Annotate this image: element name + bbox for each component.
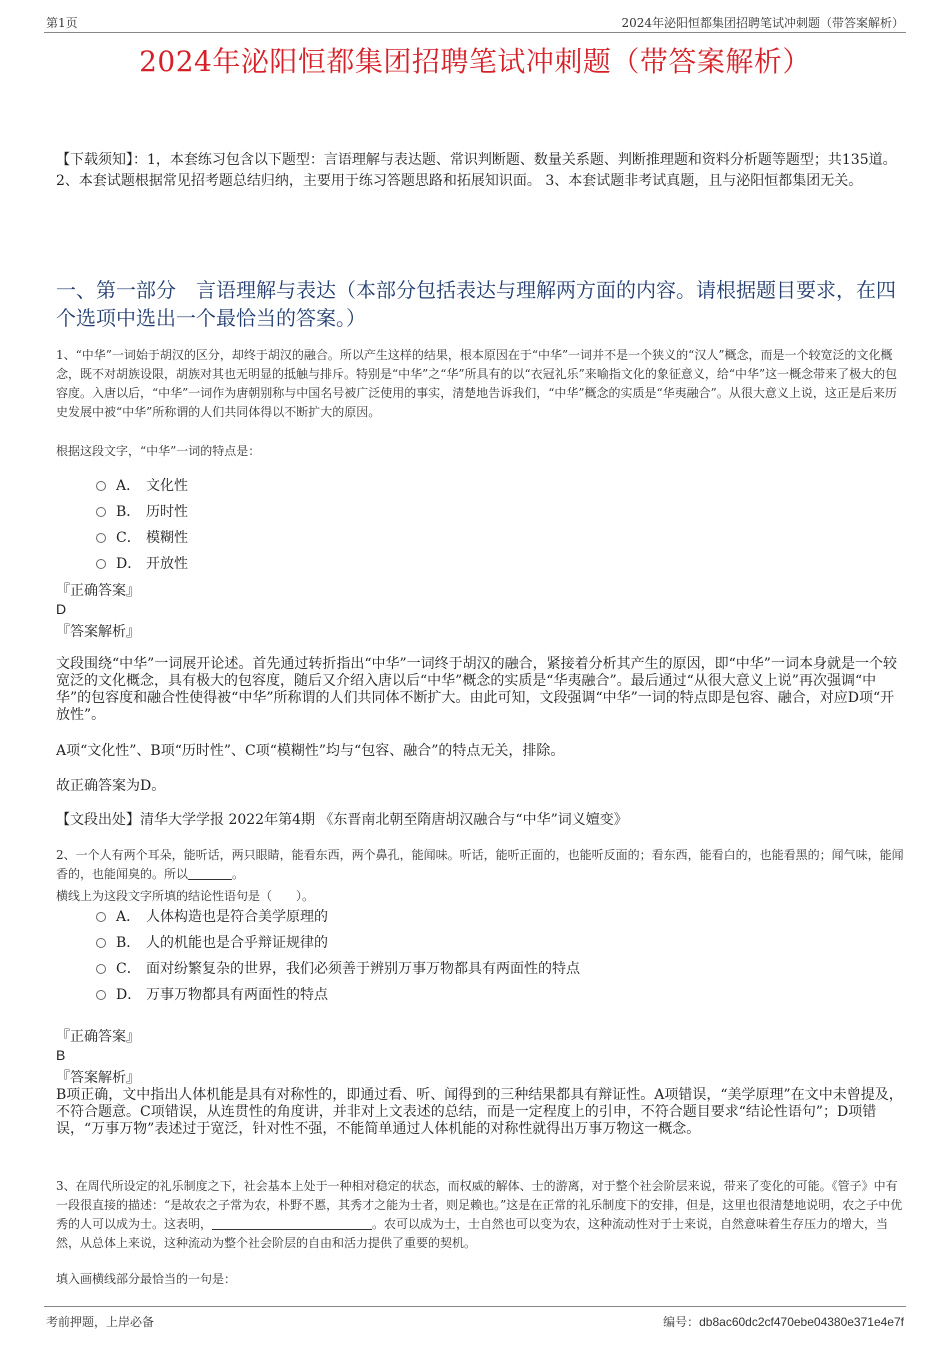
option-letter: B． <box>116 504 141 520</box>
question-1-stem: 根据这段文字，“中华”一词的特点是： <box>56 444 261 458</box>
radio-icon[interactable] <box>96 990 106 1000</box>
question-3-text <box>56 1177 904 1253</box>
page-title: 2024年泌阳恒都集团招聘笔试冲刺题（带答案解析） <box>139 45 811 78</box>
q1-answer-value: D <box>56 601 67 617</box>
radio-icon[interactable] <box>96 938 106 948</box>
question-3-stem: 填入画横线部分最恰当的一句是： <box>56 1272 237 1286</box>
q1-option-c[interactable] <box>96 528 188 548</box>
fill-blank <box>188 866 232 880</box>
q1-analysis-label: 『答案解析』 <box>56 624 140 640</box>
header-doc-title: 2024年泌阳恒都集团招聘笔试冲刺题（带答案解析） <box>621 16 904 30</box>
radio-icon[interactable] <box>96 964 106 974</box>
option-letter: D． <box>116 556 142 572</box>
q1-analysis-para-3: 故正确答案为D。 <box>56 778 166 794</box>
footer-slogan: 考前押题，上岸必备 <box>46 1315 155 1329</box>
option-text: 万事万物都具有两面性的特点 <box>146 987 328 1003</box>
footer-code-value: db8ac60dc2cf470ebe04380e371e4e7f <box>699 1315 904 1329</box>
q1-analysis-para-2: A项“文化性”、B项“历时性”、C项“模糊性”均与“包容、融合”的特点无关，排除。 <box>56 743 565 759</box>
q1-option-b[interactable] <box>96 502 188 522</box>
footer-code-label: 编号： <box>663 1315 700 1329</box>
footer-rule <box>44 1306 906 1307</box>
q1-option-d[interactable] <box>96 554 188 574</box>
option-letter: C． <box>116 961 141 977</box>
q2-text-before: 2、一个人有两个耳朵，能听话，两只眼睛，能看东西，两个鼻孔，能闻味。听话，能听正面的，也能听反面的；看东西，能看白的，也能看黑的；闻气味，能闻香的，也能闻臭的。所以 <box>56 848 904 881</box>
q2-option-b[interactable] <box>96 933 328 953</box>
q2-answer-value: B <box>56 1047 66 1063</box>
q3-text-after: 。农可以成为士，士自然也可以变为农，这种流动性对于士来说，自然意味着生存压力的增大，当然，从总体上来说，这种流动为整个社会阶层的自由和活力提供了重要的契机。 <box>56 1217 889 1250</box>
q1-option-a[interactable] <box>96 476 188 496</box>
header-rule <box>44 32 906 33</box>
q2-analysis: B项正确，文中指出人体机能是具有对称性的，即通过看、听、闻得到的三种结果都具有辩证性。A项错误，“美学原理”在文中未曾提及，不符合题意。C项错误，从连贯性的角度讲，并非对上文表述的总结，而是一定程度上的引申，不符合题目要求“结论性语句”；D项错误，“万事万物”表述过于宽泛，针对性不强，不能简单通过人体机能的对称性就得出万事万物这一概念。 <box>56 1087 903 1137</box>
option-text: 历时性 <box>146 504 188 520</box>
radio-icon[interactable] <box>96 559 106 569</box>
option-text: 面对纷繁复杂的世界，我们必须善于辨别万事万物都具有两面性的特点 <box>146 961 580 977</box>
question-1-text: 1、“中华”一词始于胡汉的区分，却终于胡汉的融合。所以产生这样的结果，根本原因在于“中华”一词并不是一个狭义的“汉人”概念，而是一个较宽泛的文化概念，既不对胡族设限，胡族对其也无明显的抵触与排斥。特别是“中华”之“华”所具有的以“衣冠礼乐”来喻指文化的象征意义，给“中华”这一概念带来了极大的包容度。入唐以后，“中华”一词作为唐朝别称与中国名号被广泛使用的事实，清楚地告诉我们，“中华”概念的实质是“华夷融合”。从很大意义上说，这正是后来历史发展中被“中华”所称谓的人们共同体得以不断扩大的原因。 <box>56 348 898 419</box>
download-notice: 【下载须知】：1，本套练习包含以下题型：言语理解与表达题、常识判断题、数量关系题、判断推理题和资料分析题等题型；共135道。 2、本套试题根据常见招考题总结归纳，主要用于练习答题思路和拓展知识面。 3、本套试题非考试真题，且与泌阳恒都集团无关。 <box>56 152 897 189</box>
q3-text-before: 3、在周代所设定的礼乐制度之下，社会基本上处于一种相对稳定的状态，而权威的解体、士的游离，对于整个社会阶层来说，带来了变化的可能。《管子》中有一段很直接的描述：“是故农之子常为农，朴野不慝，其秀才之能为士者，则足赖也。”这是在正常的礼乐制度下的安排，但是，这里也很清楚地说明，农之子中优秀的人可以成为士。这表明， <box>56 1179 903 1231</box>
option-letter: A． <box>116 478 141 494</box>
fill-blank <box>212 1216 372 1230</box>
q2-option-d[interactable] <box>96 985 328 1005</box>
q2-answer-label: 『正确答案』 <box>56 1029 140 1045</box>
section-heading: 一、第一部分 言语理解与表达（本部分包括表达与理解两方面的内容。请根据题目要求，在四个选项中选出一个最恰当的答案。） <box>56 278 896 330</box>
page-number: 第1页 <box>46 16 78 30</box>
option-text: 人的机能也是合乎辩证规律的 <box>146 935 328 951</box>
option-text: 人体构造也是符合美学原理的 <box>146 909 328 925</box>
radio-icon[interactable] <box>96 912 106 922</box>
option-letter: C． <box>116 530 141 546</box>
option-text: 模糊性 <box>146 530 188 546</box>
option-text: 文化性 <box>146 478 188 494</box>
radio-icon[interactable] <box>96 481 106 491</box>
q2-option-c[interactable] <box>96 959 580 979</box>
q1-analysis-para-1: 文段围绕“中华”一词展开论述。首先通过转折指出“中华”一词终于胡汉的融合，紧接着分析其产生的原因，即“中华”一词本身就是一个较宽泛的文化概念，具有极大的包容度，随后又介绍入唐以后“中华”概念的实质是“华夷融合”。最后通过“从很大意义上说”再次强调“中华”的包容度和融合性使得被“中华”所称谓的人们共同体不断扩大。由此可知，文段强调“中华”一词的特点即是包容、融合，对应D项“开放性”。 <box>56 656 897 723</box>
question-2-stem: 横线上为这段文字所填的结论性语句是（ ）。 <box>56 889 315 903</box>
radio-icon[interactable] <box>96 533 106 543</box>
option-text: 开放性 <box>146 556 188 572</box>
footer-code <box>663 1313 904 1330</box>
option-letter: B． <box>116 935 141 951</box>
q2-analysis-label: 『答案解析』 <box>56 1070 140 1086</box>
q2-text-after: 。 <box>232 867 245 881</box>
question-2-text <box>56 846 904 884</box>
q1-source: 【文段出处】清华大学学报 2022年第4期 《东晋南北朝至隋唐胡汉融合与“中华”词义嬗变》 <box>56 812 628 828</box>
option-letter: D． <box>116 987 142 1003</box>
option-letter: A． <box>116 909 141 925</box>
radio-icon[interactable] <box>96 507 106 517</box>
q1-answer-label: 『正确答案』 <box>56 583 140 599</box>
q2-option-a[interactable] <box>96 907 328 927</box>
